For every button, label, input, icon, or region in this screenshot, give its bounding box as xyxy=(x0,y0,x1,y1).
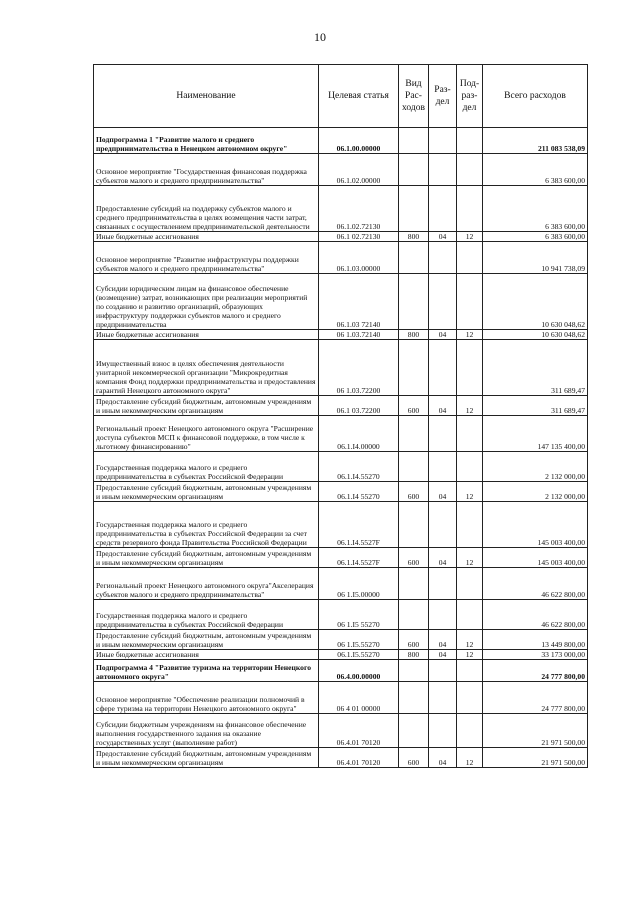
table-row xyxy=(94,330,588,340)
row-total: 6 383 600,00 xyxy=(483,232,588,242)
row-expense-type xyxy=(399,154,429,186)
row-target-article: 06.1.03 72140 xyxy=(319,274,399,330)
row-section xyxy=(429,600,457,630)
row-name: Основное мероприятие "Развитие инфраструктуры поддержки субъектов малого и среднего предпринимательства" xyxy=(94,242,319,274)
row-target-article: 06 1.03.72140 xyxy=(319,330,399,340)
row-subsection: 12 xyxy=(457,650,483,660)
row-target-article: 06.1.I4.5527F xyxy=(319,502,399,548)
row-expense-type: 800 xyxy=(399,330,429,340)
budget-table xyxy=(93,64,588,768)
table-row xyxy=(94,242,588,274)
row-expense-type: 600 xyxy=(399,630,429,650)
row-total: 24 777 800,00 xyxy=(483,682,588,714)
row-expense-type: 600 xyxy=(399,482,429,502)
row-target-article: 06.1 02.72130 xyxy=(319,232,399,242)
row-section xyxy=(429,340,457,396)
row-total: 311 689,47 xyxy=(483,340,588,396)
row-section: 04 xyxy=(429,482,457,502)
row-expense-type xyxy=(399,568,429,600)
row-section: 04 xyxy=(429,630,457,650)
row-total: 311 689,47 xyxy=(483,396,588,416)
row-total: 145 003 400,00 xyxy=(483,502,588,548)
row-subsection xyxy=(457,600,483,630)
table-row xyxy=(94,416,588,452)
row-total: 147 135 400,00 xyxy=(483,416,588,452)
row-section: 04 xyxy=(429,748,457,768)
table-row xyxy=(94,600,588,630)
table-header-row xyxy=(94,65,588,128)
row-subsection xyxy=(457,242,483,274)
row-total: 211 083 538,09 xyxy=(483,128,588,154)
row-total: 46 622 800,00 xyxy=(483,568,588,600)
table-row xyxy=(94,154,588,186)
row-expense-type xyxy=(399,242,429,274)
table-row xyxy=(94,128,588,154)
row-section xyxy=(429,186,457,232)
table-row xyxy=(94,748,588,768)
row-target-article: 06.4.01 70120 xyxy=(319,714,399,748)
page-number: 10 xyxy=(314,30,326,44)
table-row xyxy=(94,232,588,242)
row-name: Предоставление субсидий бюджетным, автономным учреждениям и иным некоммерческим организациям xyxy=(94,630,319,650)
row-expense-type xyxy=(399,274,429,330)
row-total: 2 132 000,00 xyxy=(483,452,588,482)
row-total: 13 449 800,00 xyxy=(483,630,588,650)
table-row xyxy=(94,340,588,396)
row-subsection xyxy=(457,452,483,482)
row-section xyxy=(429,242,457,274)
row-target-article: 06.4.00.00000 xyxy=(319,660,399,682)
row-total: 21 971 500,00 xyxy=(483,714,588,748)
table-row xyxy=(94,630,588,650)
row-subsection xyxy=(457,186,483,232)
row-expense-type xyxy=(399,714,429,748)
row-expense-type xyxy=(399,452,429,482)
table-row xyxy=(94,568,588,600)
row-section: 04 xyxy=(429,232,457,242)
row-total: 6 383 600,00 xyxy=(483,186,588,232)
row-name: Предоставление субсидий на поддержку субъектов малого и среднего предпринимательства в целях возмещения части затрат, связанных с осуществлением предпринимательской деятельности xyxy=(94,186,319,232)
row-name: Иные бюджетные ассигнования xyxy=(94,232,319,242)
row-expense-type xyxy=(399,600,429,630)
table-row xyxy=(94,682,588,714)
row-target-article: 06 1.I5.55270 xyxy=(319,630,399,650)
row-name: Субсидии юридическим лицам на финансовое обеспечение (возмещение) затрат, возникающих при реализации мероприятий по созданию и развитию организаций, образующих инфраструктуру поддержки субъектов малого и среднего предпринимательства xyxy=(94,274,319,330)
row-target-article: 06.1.I5.55270 xyxy=(319,650,399,660)
row-target-article: 06 1.I5 55270 xyxy=(319,600,399,630)
table-row xyxy=(94,274,588,330)
table-row xyxy=(94,650,588,660)
row-subsection xyxy=(457,682,483,714)
row-name: Региональный проект Ненецкого автономного округа"Акселерация субъектов малого и среднего предпринимательства" xyxy=(94,568,319,600)
row-expense-type xyxy=(399,340,429,396)
row-total: 2 132 000,00 xyxy=(483,482,588,502)
row-subsection: 12 xyxy=(457,482,483,502)
row-section: 04 xyxy=(429,396,457,416)
row-total: 21 971 500,00 xyxy=(483,748,588,768)
row-subsection xyxy=(457,416,483,452)
row-subsection xyxy=(457,154,483,186)
row-total: 10 630 048,62 xyxy=(483,274,588,330)
row-section: 04 xyxy=(429,650,457,660)
row-total: 10 941 738,09 xyxy=(483,242,588,274)
row-target-article: 06.1.I4.55270 xyxy=(319,452,399,482)
row-name: Имущественный взнос в целях обеспечения деятельности унитарной некоммерческой организации "Микрокредитная компания Фонд поддержки предпринимательства и предоставления гарантий Ненецкого автономного округа" xyxy=(94,340,319,396)
row-expense-type xyxy=(399,502,429,548)
row-name: Предоставление субсидий бюджетным, автономным учреждениям и иным некоммерческим организациям xyxy=(94,396,319,416)
row-subsection: 12 xyxy=(457,330,483,340)
row-section xyxy=(429,416,457,452)
row-target-article: 06.1.02.00000 xyxy=(319,154,399,186)
row-expense-type xyxy=(399,660,429,682)
row-total: 46 622 800,00 xyxy=(483,600,588,630)
row-subsection: 12 xyxy=(457,396,483,416)
row-expense-type xyxy=(399,682,429,714)
row-name: Государственная поддержка малого и среднего предпринимательства в субъектах Российской Федерации xyxy=(94,600,319,630)
row-name: Государственная поддержка малого и среднего предпринимательства в субъектах Российской Федерации за счет средств резервного фонда Правительства Российской Федерации xyxy=(94,502,319,548)
row-target-article: 06.1.I4.5527F xyxy=(319,548,399,568)
row-total: 6 383 600,00 xyxy=(483,154,588,186)
table-row xyxy=(94,396,588,416)
row-name: Региональный проект Ненецкого автономного округа "Расширение доступа субъектов МСП к финансовой поддержке, в том числе к льготному финансированию" xyxy=(94,416,319,452)
row-subsection: 12 xyxy=(457,630,483,650)
row-total: 24 777 800,00 xyxy=(483,660,588,682)
row-section xyxy=(429,274,457,330)
row-subsection xyxy=(457,568,483,600)
table-row xyxy=(94,660,588,682)
header-target-article: Целевая статья xyxy=(319,65,399,128)
header-name: Наименование xyxy=(94,65,319,128)
row-section xyxy=(429,714,457,748)
row-name: Государственная поддержка малого и среднего предпринимательства в субъектах Российской Федерации xyxy=(94,452,319,482)
row-expense-type xyxy=(399,416,429,452)
row-total: 33 173 000,00 xyxy=(483,650,588,660)
table-row xyxy=(94,186,588,232)
row-name: Подпрограмма 1 "Развитие малого и среднего предпринимательства в Ненецком автономном округе" xyxy=(94,128,319,154)
header-expense-type: Вид Рас-ходов xyxy=(399,65,429,128)
row-section xyxy=(429,154,457,186)
row-expense-type xyxy=(399,186,429,232)
row-target-article: 06 1.I5.00000 xyxy=(319,568,399,600)
row-target-article: 06.1.03.00000 xyxy=(319,242,399,274)
row-target-article: 06 4 01 00000 xyxy=(319,682,399,714)
row-name: Предоставление субсидий бюджетным, автономным учреждениям и иным некоммерческим организациям xyxy=(94,482,319,502)
row-name: Основное мероприятие "Государственная финансовая поддержка субъектов малого и среднего предпринимательства" xyxy=(94,154,319,186)
table-row xyxy=(94,452,588,482)
row-section xyxy=(429,452,457,482)
row-subsection xyxy=(457,274,483,330)
header-subsection: Под-раз-дел xyxy=(457,65,483,128)
row-target-article: 06 1.03.72200 xyxy=(319,340,399,396)
row-section xyxy=(429,128,457,154)
table-row xyxy=(94,714,588,748)
row-target-article: 06.1.00.00000 xyxy=(319,128,399,154)
row-target-article: 06.1.I4 55270 xyxy=(319,482,399,502)
row-target-article: 06.1 03.72200 xyxy=(319,396,399,416)
row-name: Иные бюджетные ассигнования xyxy=(94,650,319,660)
row-section: 04 xyxy=(429,330,457,340)
row-section xyxy=(429,502,457,548)
row-name: Подпрограмма 4 "Развитие туризма на территории Ненецкого автономного округа" xyxy=(94,660,319,682)
row-section xyxy=(429,682,457,714)
row-expense-type: 600 xyxy=(399,396,429,416)
row-subsection xyxy=(457,714,483,748)
row-subsection xyxy=(457,502,483,548)
row-section xyxy=(429,568,457,600)
table-row xyxy=(94,548,588,568)
row-name: Субсидии бюджетным учреждениям на финансовое обеспечение выполнения государственного задания на оказание государственных услуг (выполнение работ) xyxy=(94,714,319,748)
table-row xyxy=(94,502,588,548)
row-expense-type xyxy=(399,128,429,154)
row-expense-type: 600 xyxy=(399,748,429,768)
row-expense-type: 800 xyxy=(399,232,429,242)
row-total: 145 003 400,00 xyxy=(483,548,588,568)
row-expense-type: 800 xyxy=(399,650,429,660)
row-target-article: 06.1.02.72130 xyxy=(319,186,399,232)
row-target-article: 06.4.01 70120 xyxy=(319,748,399,768)
header-section: Раз-дел xyxy=(429,65,457,128)
header-total-expenses: Всего расходов xyxy=(483,65,588,128)
row-name: Предоставление субсидий бюджетным, автономным учреждениям и иным некоммерческим организациям xyxy=(94,748,319,768)
row-name: Основное мероприятие "Обеспечение реализации полномочий в сфере туризма на территории Ненецкого автономного округа" xyxy=(94,682,319,714)
row-total: 10 630 048,62 xyxy=(483,330,588,340)
row-section xyxy=(429,660,457,682)
row-section: 04 xyxy=(429,548,457,568)
table-row xyxy=(94,482,588,502)
row-subsection: 12 xyxy=(457,232,483,242)
row-expense-type: 600 xyxy=(399,548,429,568)
row-name: Иные бюджетные ассигнования xyxy=(94,330,319,340)
row-subsection xyxy=(457,340,483,396)
row-subsection xyxy=(457,660,483,682)
row-subsection: 12 xyxy=(457,548,483,568)
row-subsection xyxy=(457,128,483,154)
row-subsection: 12 xyxy=(457,748,483,768)
row-target-article: 06.1.I4.00000 xyxy=(319,416,399,452)
row-name: Предоставление субсидий бюджетным, автономным учреждениям и иным некоммерческим организациям xyxy=(94,548,319,568)
